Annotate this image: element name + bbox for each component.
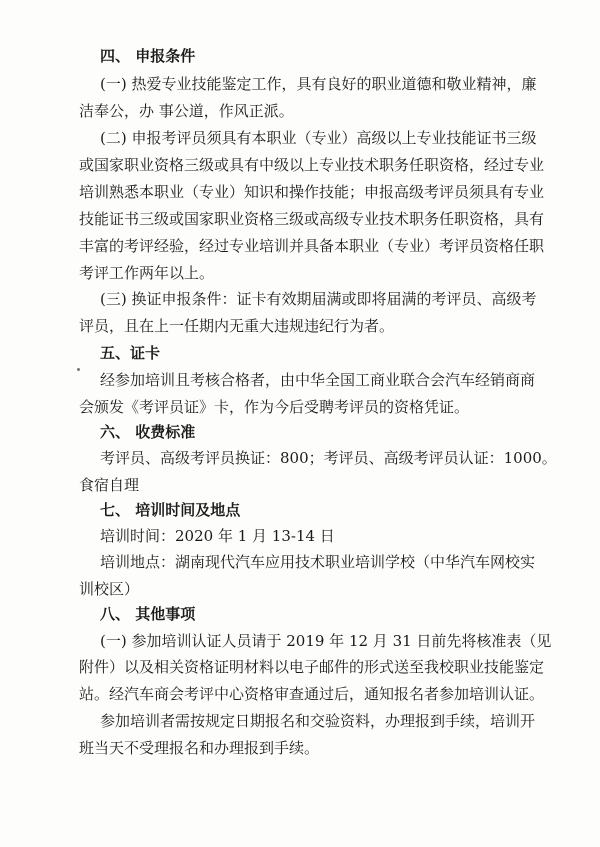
section-5-heading: 五、证卡 (100, 344, 161, 362)
s6-p1-line1: 考评员、高级考评员换证：800；考评员、高级考评员认证：1000。 (100, 449, 557, 467)
s7-place-line1: 培训地点：湖南现代汽车应用技术职业培训学校（中华汽车网校实 (100, 553, 536, 571)
s5-p1-line1: 经参加培训且考核合格者，由中华全国工商业联合会汽车经销商商 (100, 371, 536, 389)
s8-p2-line2: 班当天不受理报名和办理报到手续。 (79, 739, 320, 757)
s4-p2-line5: 丰富的考评经验，经过专业培训并具备本职业（专业）考评员资格任职 (79, 237, 545, 255)
s4-p1-line2: 洁奉公，办 事公道，作风正派。 (79, 102, 294, 120)
s4-p1-line1: (一) 热爱专业技能鉴定工作，具有良好的职业道德和敬业精神，廉 (100, 75, 537, 93)
s8-p2-line1: 参加培训者需按规定日期报名和交验资料，办理报到手续，培训开 (100, 712, 536, 730)
s7-place-line2: 训校区） (79, 580, 140, 598)
s8-p1-line2: 附件）以及相关资格证明材料以电子邮件的形式送至我校职业技能鉴定 (79, 658, 545, 676)
s4-p2-line2: 或国家职业资格三级或具有中级以上专业技术职务任职资格，经过专业 (79, 156, 545, 174)
section-7-heading: 七、 培训时间及地点 (100, 501, 241, 519)
section-6-heading: 六、 收费标准 (100, 423, 196, 441)
s8-p1-line3: 站。经汽车商会考评中心资格审查通过后，通知报名者参加培训认证。 (79, 685, 545, 703)
s4-p3-line2: 评员，且在上一任期内无重大违规违纪行为者。 (79, 317, 395, 335)
section-8-heading: 八、 其他事项 (100, 605, 196, 623)
s7-training-time: 培训时间：2020 年 1 月 13-14 日 (100, 527, 335, 545)
s4-p2-line4: 技能证书三级或国家职业资格三级或高级专业技术职务任职资格，具有 (79, 210, 545, 228)
s4-p2-line6: 考评工作两年以上。 (79, 264, 215, 282)
s5-p1-line2: 会颁发《考评员证》卡，作为今后受聘考评员的资格凭证。 (79, 398, 470, 416)
s4-p3-line1: (三) 换证申报条件：证卡有效期届满或即将届满的考评员、高级考 (100, 290, 537, 308)
s6-p1-line2: 食宿自理 (79, 476, 140, 494)
s8-p1-line1: (一) 参加培训认证人员请于 2019 年 12 月 31 日前先将核准表（见 (100, 632, 552, 650)
s4-p2-line1: (二) 申报考评员须具有本职业（专业）高级以上专业技能证书三级 (100, 129, 537, 147)
section-4-heading: 四、 申报条件 (100, 47, 196, 65)
s4-p2-line3: 培训熟悉本职业（专业）知识和操作技能；申报高级考评员须具有专业 (79, 183, 545, 201)
